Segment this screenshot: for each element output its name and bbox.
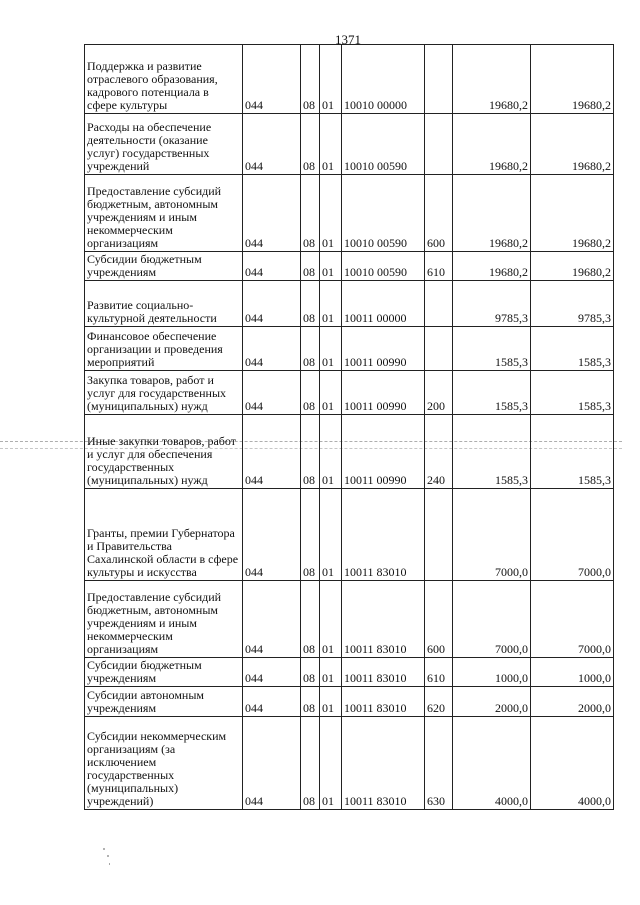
amount-year-2: 9785,3 <box>531 281 614 327</box>
scan-speck <box>103 848 105 850</box>
ministry-code: 044 <box>243 717 301 810</box>
expense-type-code <box>425 114 453 175</box>
section-code: 08 <box>301 45 320 114</box>
ministry-code: 044 <box>243 327 301 371</box>
amount-year-1: 1585,3 <box>453 415 531 489</box>
target-article-code: 10011 83010 <box>342 717 425 810</box>
amount-year-1: 19680,2 <box>453 114 531 175</box>
amount-year-1: 4000,0 <box>453 717 531 810</box>
section-code: 08 <box>301 175 320 252</box>
scan-speck <box>109 863 110 865</box>
row-description: Предоставление субсидий бюджетным, автономным учреждениям и иным некоммерческим организациям <box>85 175 243 252</box>
target-article-code: 10011 00000 <box>342 281 425 327</box>
table-row <box>85 581 614 658</box>
ministry-code: 044 <box>243 687 301 717</box>
target-article-code: 10011 00990 <box>342 327 425 371</box>
row-description: Поддержка и развитие отраслевого образования, кадрового потенциала в сфере культуры <box>85 45 243 114</box>
table-row <box>85 252 614 281</box>
subsection-code: 01 <box>320 415 342 489</box>
table-row <box>85 687 614 717</box>
amount-year-1: 19680,2 <box>453 45 531 114</box>
expense-type-code: 600 <box>425 175 453 252</box>
amount-year-1: 7000,0 <box>453 489 531 581</box>
budget-table <box>84 44 614 810</box>
table-row <box>85 717 614 810</box>
amount-year-1: 9785,3 <box>453 281 531 327</box>
row-description: Субсидии автономным учреждениям <box>85 687 243 717</box>
target-article-code: 10011 83010 <box>342 687 425 717</box>
target-article-code: 10010 00000 <box>342 45 425 114</box>
ministry-code: 044 <box>243 281 301 327</box>
table-row <box>85 371 614 415</box>
ministry-code: 044 <box>243 175 301 252</box>
expense-type-code <box>425 489 453 581</box>
expense-type-code: 610 <box>425 658 453 687</box>
amount-year-1: 1000,0 <box>453 658 531 687</box>
expense-type-code: 200 <box>425 371 453 415</box>
expense-type-code <box>425 45 453 114</box>
ministry-code: 044 <box>243 658 301 687</box>
row-description: Расходы на обеспечение деятельности (оказание услуг) государственных учреждений <box>85 114 243 175</box>
subsection-code: 01 <box>320 252 342 281</box>
amount-year-2: 1585,3 <box>531 371 614 415</box>
expense-type-code <box>425 281 453 327</box>
amount-year-2: 19680,2 <box>531 45 614 114</box>
target-article-code: 10010 00590 <box>342 114 425 175</box>
target-article-code: 10011 83010 <box>342 658 425 687</box>
row-description: Иные закупки товаров, работ и услуг для обеспечения государственных (муниципальных) нужд <box>85 415 243 489</box>
expense-type-code: 600 <box>425 581 453 658</box>
amount-year-2: 1000,0 <box>531 658 614 687</box>
row-description: Финансовое обеспечение организации и проведения мероприятий <box>85 327 243 371</box>
amount-year-1: 7000,0 <box>453 581 531 658</box>
subsection-code: 01 <box>320 371 342 415</box>
section-code: 08 <box>301 581 320 658</box>
amount-year-1: 19680,2 <box>453 252 531 281</box>
row-description: Предоставление субсидий бюджетным, автономным учреждениям и иным некоммерческим организациям <box>85 581 243 658</box>
expense-type-code <box>425 327 453 371</box>
target-article-code: 10010 00590 <box>342 252 425 281</box>
expense-type-code: 630 <box>425 717 453 810</box>
section-code: 08 <box>301 415 320 489</box>
section-code: 08 <box>301 687 320 717</box>
ministry-code: 044 <box>243 252 301 281</box>
table-row <box>85 327 614 371</box>
amount-year-2: 19680,2 <box>531 114 614 175</box>
amount-year-2: 19680,2 <box>531 252 614 281</box>
section-code: 08 <box>301 114 320 175</box>
subsection-code: 01 <box>320 45 342 114</box>
amount-year-1: 1585,3 <box>453 371 531 415</box>
amount-year-2: 1585,3 <box>531 327 614 371</box>
section-code: 08 <box>301 489 320 581</box>
table-row <box>85 415 614 489</box>
row-description: Развитие социально-культурной деятельности <box>85 281 243 327</box>
table-row <box>85 45 614 114</box>
amount-year-2: 7000,0 <box>531 489 614 581</box>
subsection-code: 01 <box>320 687 342 717</box>
section-code: 08 <box>301 281 320 327</box>
amount-year-2: 2000,0 <box>531 687 614 717</box>
ministry-code: 044 <box>243 489 301 581</box>
table-row <box>85 114 614 175</box>
expense-type-code: 240 <box>425 415 453 489</box>
target-article-code: 10010 00590 <box>342 175 425 252</box>
amount-year-2: 4000,0 <box>531 717 614 810</box>
amount-year-2: 1585,3 <box>531 415 614 489</box>
subsection-code: 01 <box>320 489 342 581</box>
expense-type-code: 620 <box>425 687 453 717</box>
amount-year-1: 1585,3 <box>453 327 531 371</box>
table-row <box>85 281 614 327</box>
subsection-code: 01 <box>320 281 342 327</box>
subsection-code: 01 <box>320 175 342 252</box>
subsection-code: 01 <box>320 327 342 371</box>
page-number: 1371 <box>335 32 361 47</box>
row-description: Гранты, премии Губернатора и Правительства Сахалинской области в сфере культуры и искусства <box>85 489 243 581</box>
target-article-code: 10011 83010 <box>342 489 425 581</box>
section-code: 08 <box>301 252 320 281</box>
ministry-code: 044 <box>243 415 301 489</box>
table-row <box>85 175 614 252</box>
amount-year-2: 7000,0 <box>531 581 614 658</box>
subsection-code: 01 <box>320 581 342 658</box>
row-description: Субсидии бюджетным учреждениям <box>85 252 243 281</box>
ministry-code: 044 <box>243 114 301 175</box>
target-article-code: 10011 83010 <box>342 581 425 658</box>
ministry-code: 044 <box>243 371 301 415</box>
amount-year-1: 2000,0 <box>453 687 531 717</box>
subsection-code: 01 <box>320 658 342 687</box>
row-description: Субсидии некоммерческим организациям (за исключением государственных (муниципальных) учреждений) <box>85 717 243 810</box>
target-article-code: 10011 00990 <box>342 415 425 489</box>
table-row <box>85 658 614 687</box>
ministry-code: 044 <box>243 581 301 658</box>
expense-type-code: 610 <box>425 252 453 281</box>
subsection-code: 01 <box>320 717 342 810</box>
section-code: 08 <box>301 658 320 687</box>
target-article-code: 10011 00990 <box>342 371 425 415</box>
subsection-code: 01 <box>320 114 342 175</box>
section-code: 08 <box>301 717 320 810</box>
row-description: Закупка товаров, работ и услуг для государственных (муниципальных) нужд <box>85 371 243 415</box>
ministry-code: 044 <box>243 45 301 114</box>
row-description: Субсидии бюджетным учреждениям <box>85 658 243 687</box>
amount-year-2: 19680,2 <box>531 175 614 252</box>
scan-speck <box>107 855 109 857</box>
amount-year-1: 19680,2 <box>453 175 531 252</box>
table-row <box>85 489 614 581</box>
section-code: 08 <box>301 371 320 415</box>
section-code: 08 <box>301 327 320 371</box>
